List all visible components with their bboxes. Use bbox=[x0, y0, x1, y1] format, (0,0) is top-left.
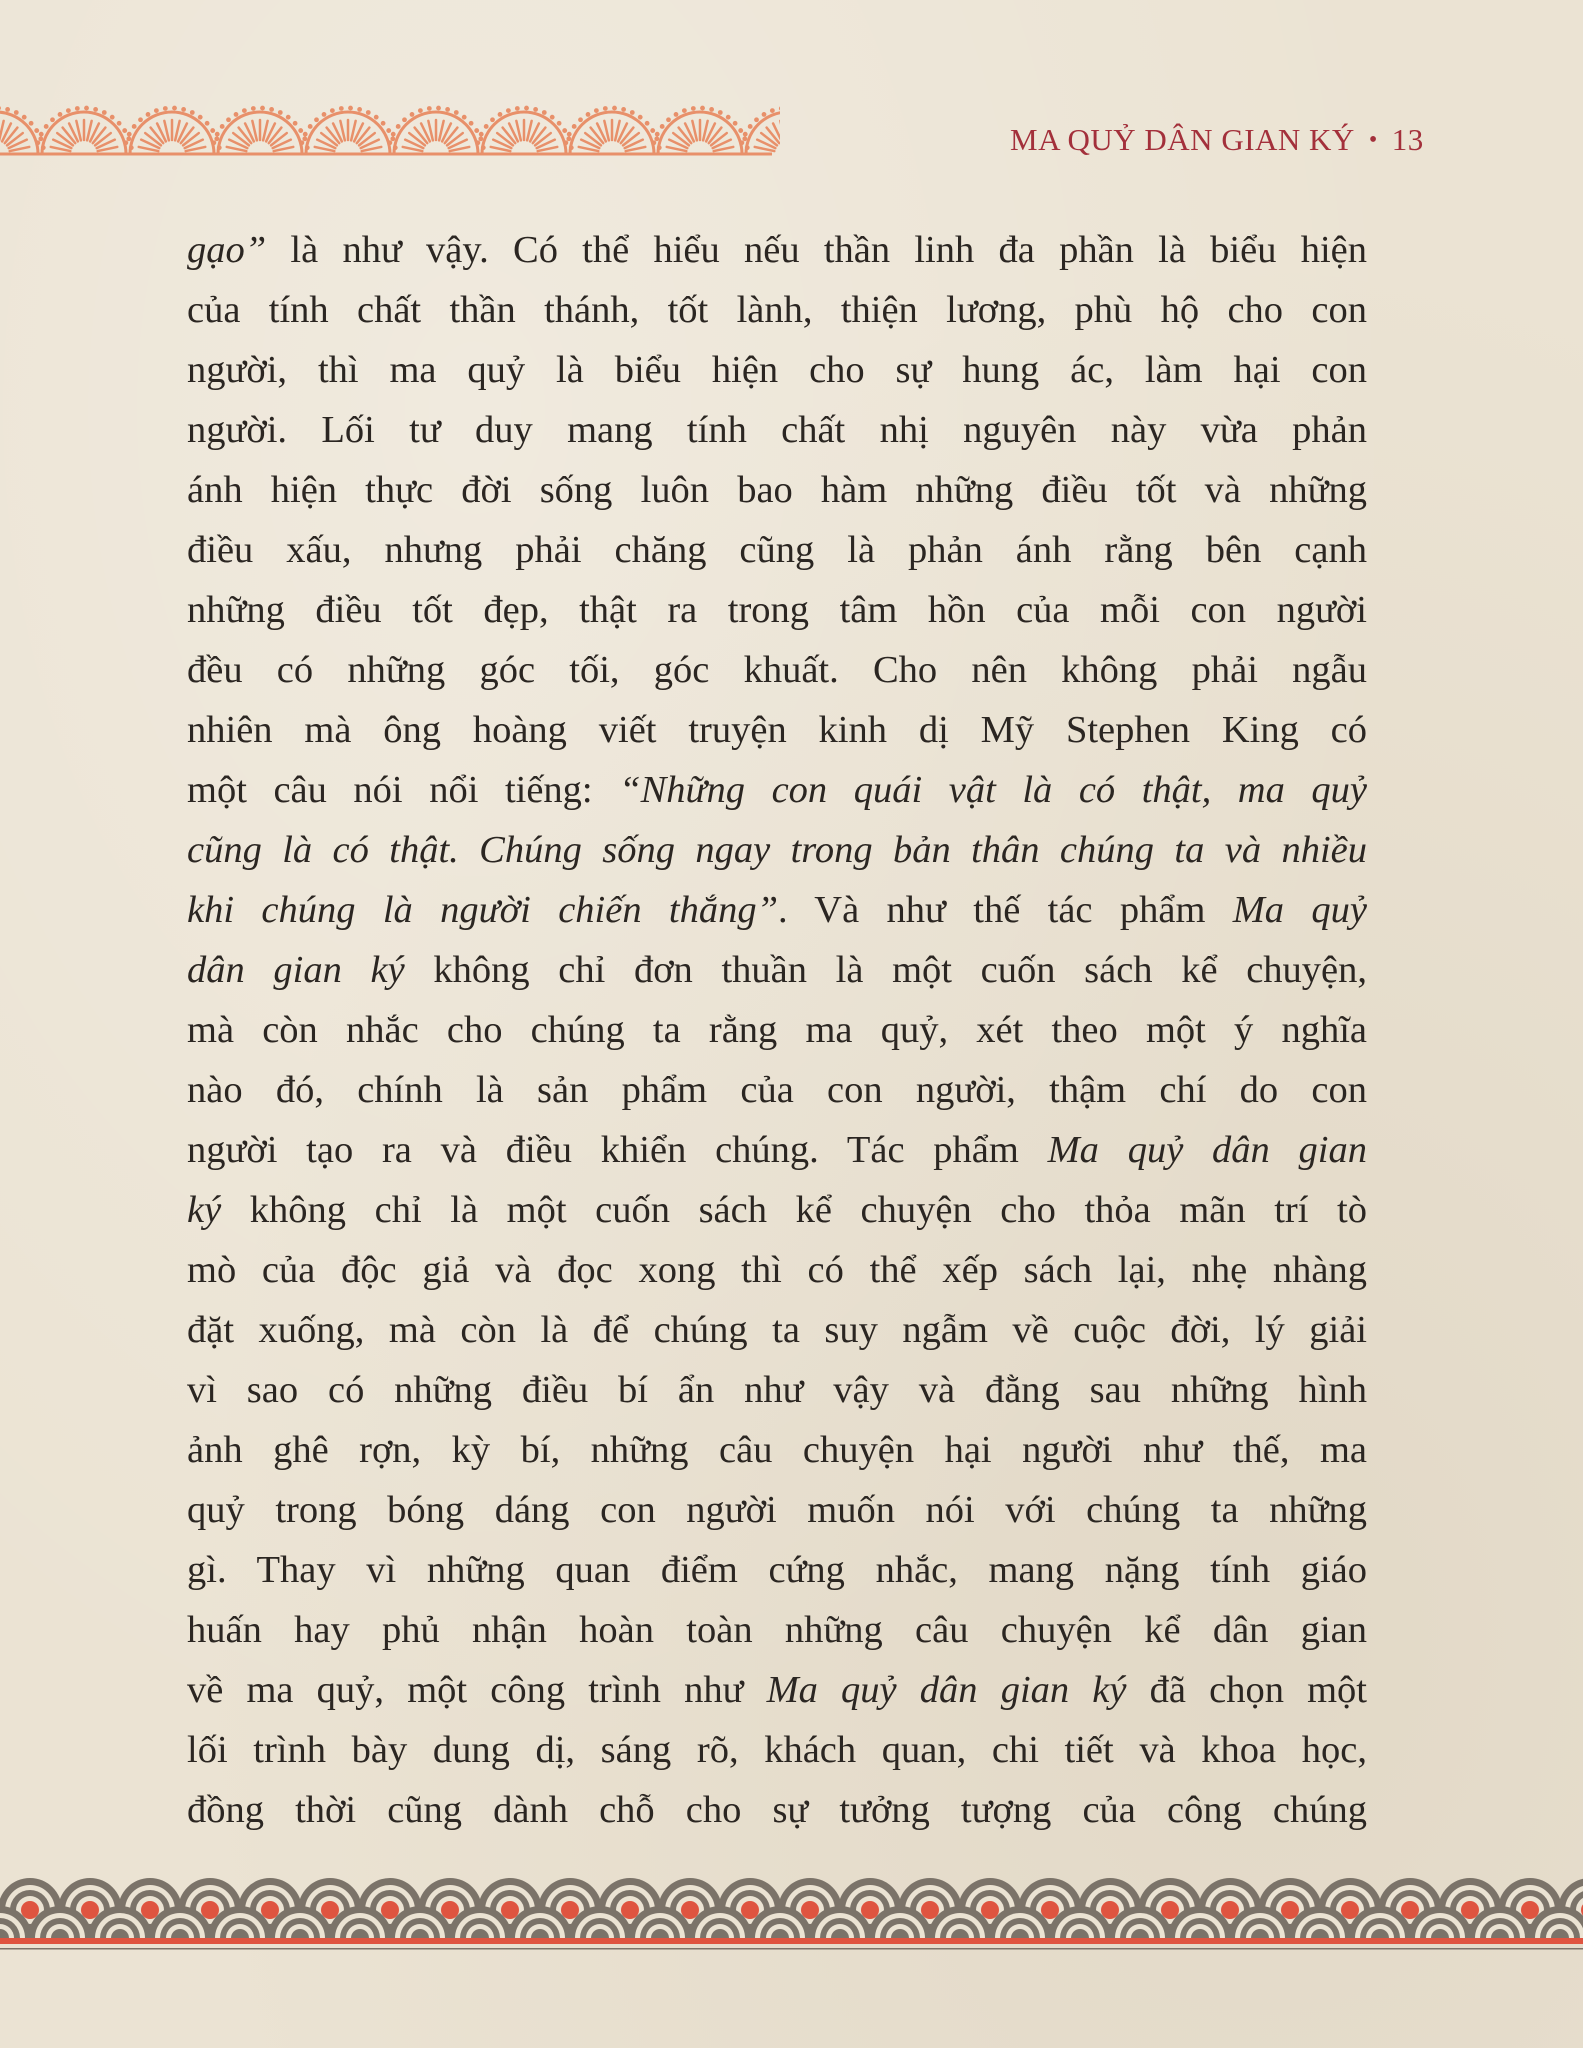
text-segment: không chỉ đơn thuần là một cuốn sách kể chuyện, bbox=[404, 949, 1367, 991]
page-number: 13 bbox=[1391, 122, 1424, 157]
text-line bbox=[187, 1180, 1367, 1240]
text-segment: là như vậy. Có thể hiểu nếu thần linh đa phần là biểu hiện bbox=[266, 229, 1367, 271]
text-segment: nào đó, chính là sản phẩm của con người, thậm chí do con bbox=[187, 1069, 1367, 1111]
text-line bbox=[187, 640, 1367, 700]
running-header bbox=[1010, 122, 1424, 158]
text-line bbox=[187, 1540, 1367, 1600]
italic-text: Ma quỷ dân gian ký bbox=[766, 1669, 1127, 1711]
text-segment: không chỉ là một cuốn sách kể chuyện cho thỏa mãn trí tò bbox=[221, 1189, 1367, 1231]
text-line bbox=[187, 400, 1367, 460]
text-line bbox=[187, 580, 1367, 640]
italic-text: Ma quỷ bbox=[1232, 889, 1367, 931]
text-segment: một câu nói nổi tiếng: bbox=[187, 769, 620, 811]
text-segment: điều xấu, nhưng phải chăng cũng là phản ánh rằng bên cạnh bbox=[187, 529, 1367, 571]
text-segment: gì. Thay vì những quan điểm cứng nhắc, mang nặng tính giáo bbox=[187, 1549, 1367, 1591]
text-segment: về ma quỷ, một công trình như bbox=[187, 1669, 767, 1711]
italic-text: Ma quỷ dân gian bbox=[1047, 1129, 1367, 1171]
text-line bbox=[187, 940, 1367, 1000]
text-segment: những điều tốt đẹp, thật ra trong tâm hồn của mỗi con người bbox=[187, 589, 1367, 631]
text-segment: đã chọn một bbox=[1126, 1669, 1367, 1711]
text-segment: . Và như thế tác phẩm bbox=[778, 889, 1233, 931]
text-line bbox=[187, 1300, 1367, 1360]
text-segment: đặt xuống, mà còn là để chúng ta suy ngẫm về cuộc đời, lý giải bbox=[187, 1309, 1367, 1351]
scallop-arcs bbox=[0, 106, 780, 154]
italic-text: gạo” bbox=[187, 229, 267, 271]
text-line bbox=[187, 1120, 1367, 1180]
text-line bbox=[187, 1780, 1367, 1840]
text-line bbox=[187, 1240, 1367, 1300]
text-line bbox=[187, 280, 1367, 340]
text-segment: ảnh ghê rợn, kỳ bí, những câu chuyện hại người như thế, ma bbox=[187, 1429, 1367, 1471]
text-line bbox=[187, 340, 1367, 400]
top-ornament-border bbox=[0, 104, 780, 164]
text-segment: mà còn nhắc cho chúng ta rằng ma quỷ, xét theo một ý nghĩa bbox=[187, 1009, 1367, 1051]
text-segment: vì sao có những điều bí ẩn như vậy và đằng sau những hình bbox=[187, 1369, 1367, 1411]
text-segment: đồng thời cũng dành chỗ cho sự tưởng tượng của công chúng bbox=[187, 1789, 1367, 1831]
body-text bbox=[187, 220, 1367, 1840]
text-line bbox=[187, 460, 1367, 520]
text-line bbox=[187, 1420, 1367, 1480]
text-line bbox=[187, 880, 1367, 940]
text-segment: của tính chất thần thánh, tốt lành, thiện lương, phù hộ cho con bbox=[187, 289, 1367, 331]
text-line bbox=[187, 220, 1367, 280]
text-segment: ánh hiện thực đời sống luôn bao hàm những điều tốt và những bbox=[187, 469, 1367, 511]
text-segment: người. Lối tư duy mang tính chất nhị nguyên này vừa phản bbox=[187, 409, 1367, 451]
italic-text: dân gian ký bbox=[187, 949, 405, 991]
italic-text: ký bbox=[187, 1189, 222, 1231]
text-line bbox=[187, 700, 1367, 760]
book-title: MA QUỶ DÂN GIAN KÝ bbox=[1010, 122, 1355, 157]
text-segment: huấn hay phủ nhận hoàn toàn những câu chuyện kể dân gian bbox=[187, 1609, 1367, 1651]
text-line bbox=[187, 1660, 1367, 1720]
text-line bbox=[187, 1060, 1367, 1120]
text-segment: lối trình bày dung dị, sáng rõ, khách quan, chi tiết và khoa học, bbox=[187, 1729, 1367, 1771]
text-line bbox=[187, 1360, 1367, 1420]
text-line bbox=[187, 520, 1367, 580]
separator-dot: • bbox=[1368, 127, 1378, 153]
text-line bbox=[187, 760, 1367, 820]
italic-text: cũng là có thật. Chúng sống ngay trong bản thân chúng ta và nhiều bbox=[187, 829, 1367, 871]
thin-rule bbox=[0, 1948, 1583, 1950]
text-line bbox=[187, 820, 1367, 880]
text-segment: người tạo ra và điều khiển chúng. Tác phẩm bbox=[187, 1129, 1048, 1171]
text-segment: người, thì ma quỷ là biểu hiện cho sự hung ác, làm hại con bbox=[187, 349, 1367, 391]
text-line bbox=[187, 1480, 1367, 1540]
text-line bbox=[187, 1720, 1367, 1780]
text-segment: nhiên mà ông hoàng viết truyện kinh dị Mỹ Stephen King có bbox=[187, 709, 1367, 751]
text-line bbox=[187, 1600, 1367, 1660]
bottom-ornament-border bbox=[0, 1872, 1583, 1962]
text-line bbox=[187, 1000, 1367, 1060]
text-segment: đều có những góc tối, góc khuất. Cho nên không phải ngẫu bbox=[187, 649, 1367, 691]
italic-text: “Những con quái vật là có thật, ma quỷ bbox=[619, 769, 1368, 811]
italic-text: khi chúng là người chiến thắng” bbox=[187, 889, 779, 931]
red-rule bbox=[0, 1938, 1583, 1944]
text-segment: quỷ trong bóng dáng con người muốn nói với chúng ta những bbox=[187, 1489, 1367, 1531]
text-segment: mò của độc giả và đọc xong thì có thể xếp sách lại, nhẹ nhàng bbox=[187, 1249, 1367, 1291]
